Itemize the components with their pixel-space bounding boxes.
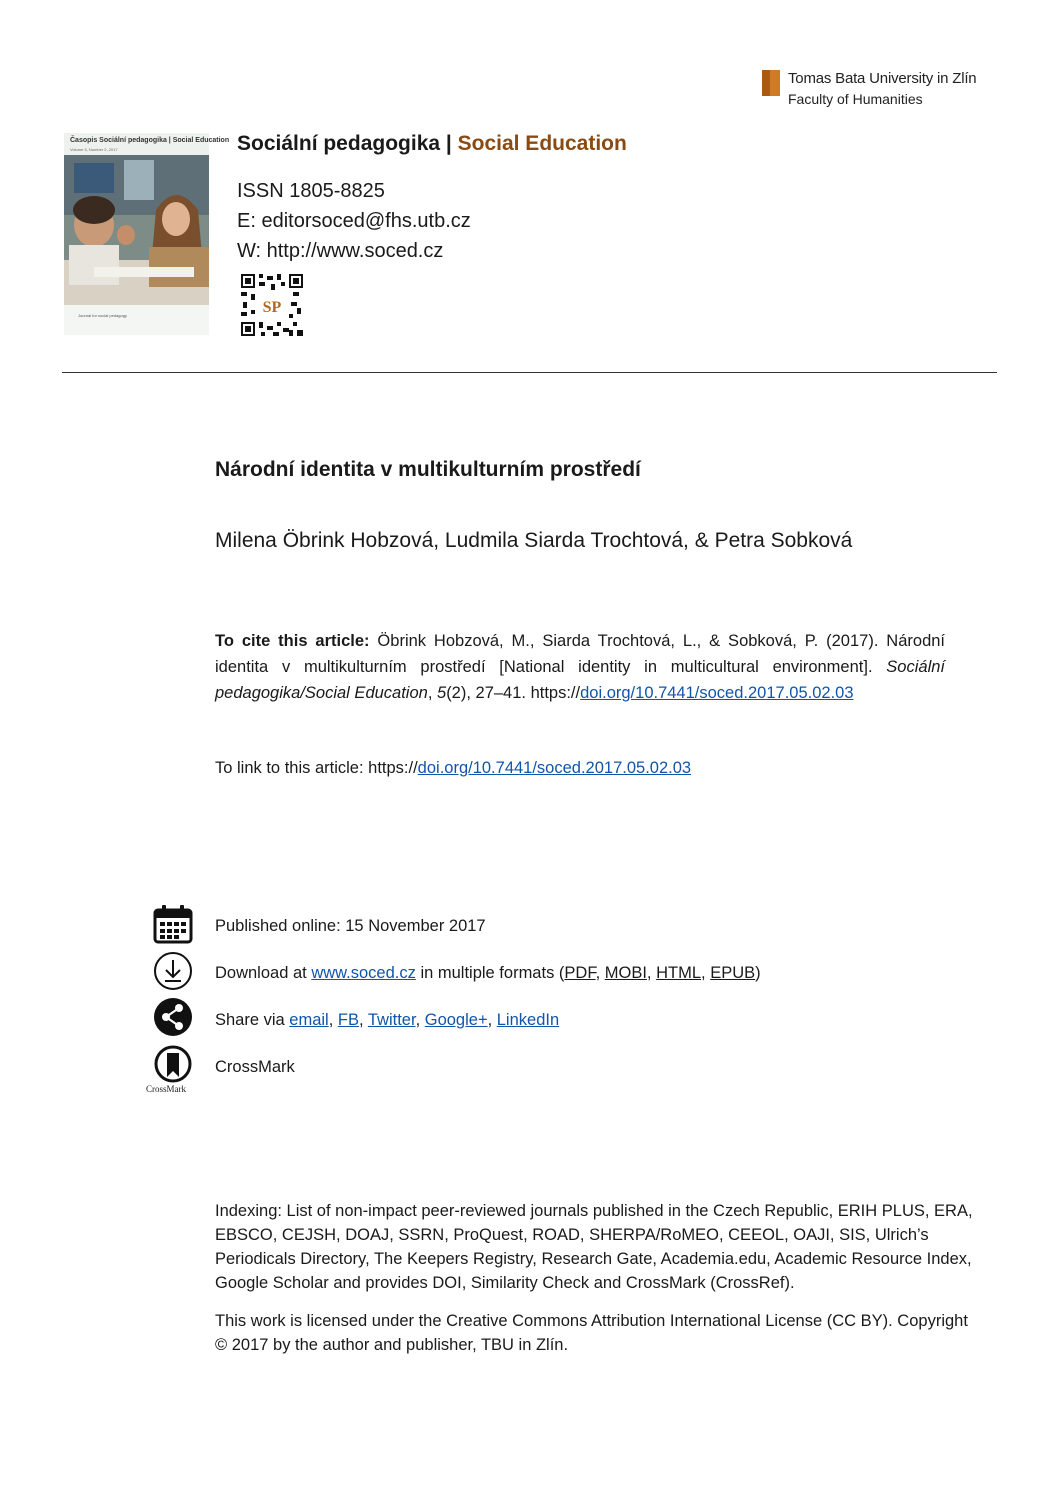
share-separator: , (359, 1011, 368, 1029)
journal-title-cz: Sociální pedagogika (237, 132, 441, 155)
cover-header (64, 133, 230, 155)
cover-footer (64, 305, 209, 335)
journal-title-separator: | (440, 132, 458, 155)
qr-code-icon (241, 274, 303, 336)
article-authors: Milena Öbrink Hobzová, Ludmila Siarda Trochtová, & Petra Sobková (215, 529, 853, 552)
format-epub-link[interactable]: EPUB (710, 964, 756, 982)
published-date: Published online: 15 November 2017 (215, 917, 486, 935)
article-title: Národní identita v multikulturním prostředí (215, 458, 641, 481)
cover-footer-text: Journal for social pedagogy (78, 313, 127, 318)
citation-volume: 5 (437, 684, 447, 702)
download-suffix: ) (755, 964, 761, 982)
share-googleplus-link[interactable]: Google+ (424, 1011, 488, 1029)
faculty-name: Faculty of Humanities (788, 91, 923, 107)
citation-journal: Sociální pedagogika/Social Education (215, 658, 945, 702)
journal-email[interactable]: E: editorsoced@fhs.utb.cz (237, 210, 471, 232)
cover-photo (64, 155, 209, 305)
share-twitter-link[interactable]: Twitter (367, 1011, 416, 1029)
header-divider (62, 372, 997, 373)
crossmark-label[interactable]: CrossMark (215, 1058, 295, 1076)
share-separator: , (328, 1011, 338, 1029)
university-name: Tomas Bata University in Zlín (788, 70, 977, 87)
university-logo-icon (762, 70, 780, 96)
format-separator: , (701, 964, 711, 982)
citation-text: Öbrink Hobzová, M., Siarda Trochtová, L., & Sobková, P. (2017). Národní identita v multikulturním prostředí [National identity in multicultural environment]. (215, 632, 946, 676)
format-pdf-link[interactable]: PDF (564, 964, 596, 982)
share-prefix: Share via (215, 1011, 290, 1029)
cover-title: Časopis Sociální pedagogika | Social Education (70, 137, 230, 144)
download-site-link[interactable]: www.soced.cz (311, 964, 416, 982)
share-email-link[interactable]: email (289, 1011, 329, 1029)
format-separator: , (595, 964, 605, 982)
format-mobi-link[interactable]: MOBI (604, 964, 647, 982)
citation-doi-link[interactable]: doi.org/10.7441/soced.2017.05.02.03 (580, 684, 854, 702)
cover-subtitle: Volume 5, Number 2, 2017 (70, 147, 118, 152)
calendar-icon (152, 903, 194, 945)
crossmark-icon[interactable] (152, 1045, 194, 1087)
journal-cover-image (64, 133, 230, 335)
article-doi-link[interactable]: doi.org/10.7441/soced.2017.05.02.03 (417, 759, 692, 777)
format-separator: , (646, 964, 657, 982)
indexing-text: Indexing: List of non-impact peer-reviewed journals published in the Czech Republic, ERIH PLUS, ERA, EBSCO, CEJSH, DOAJ, SSRN, ProQuest, ROAD, SHERPA/RoMEO, CEEOL, OAJI, SIS, Ulrich’s Periodicals Directory, The Keepers Registry, Research Gate, Academia.edu, Academic Resource Index, Google Scholar and provides DOI, Similarity Check and CrossMark (CrossRef). (215, 1202, 973, 1292)
article-link-label: To link to this article: https:// (215, 759, 418, 777)
share-line (215, 1011, 559, 1030)
share-fb-link[interactable]: FB (337, 1011, 359, 1029)
license-text: This work is licensed under the Creative Commons Attribution International License (CC BY). Copyright © 2017 by the author and publisher, TBU in Zlín. (215, 1312, 968, 1354)
journal-title-en: Social Education (457, 132, 627, 155)
qr-label: SP (262, 299, 282, 316)
download-mid: in multiple formats ( (415, 964, 565, 982)
share-icon (152, 996, 194, 1038)
article-link-line (215, 759, 691, 778)
university-logo (762, 68, 1012, 116)
citation-block (215, 628, 945, 706)
share-linkedin-link[interactable]: LinkedIn (496, 1011, 560, 1029)
share-separator: , (487, 1011, 497, 1029)
citation-label: To cite this article: (215, 632, 370, 650)
format-html-link[interactable]: HTML (656, 964, 702, 982)
journal-title (237, 132, 627, 156)
journal-website[interactable]: W: http://www.soced.cz (237, 240, 444, 262)
citation-separator: , (427, 684, 437, 702)
download-icon (152, 950, 194, 992)
share-separator: , (415, 1011, 425, 1029)
citation-pages: (2), 27–41. https:// (446, 684, 581, 702)
crossmark-caption: CrossMark (146, 1084, 186, 1094)
journal-issn: ISSN 1805-8825 (237, 180, 385, 202)
download-line (215, 964, 761, 983)
download-prefix: Download at (215, 964, 312, 982)
